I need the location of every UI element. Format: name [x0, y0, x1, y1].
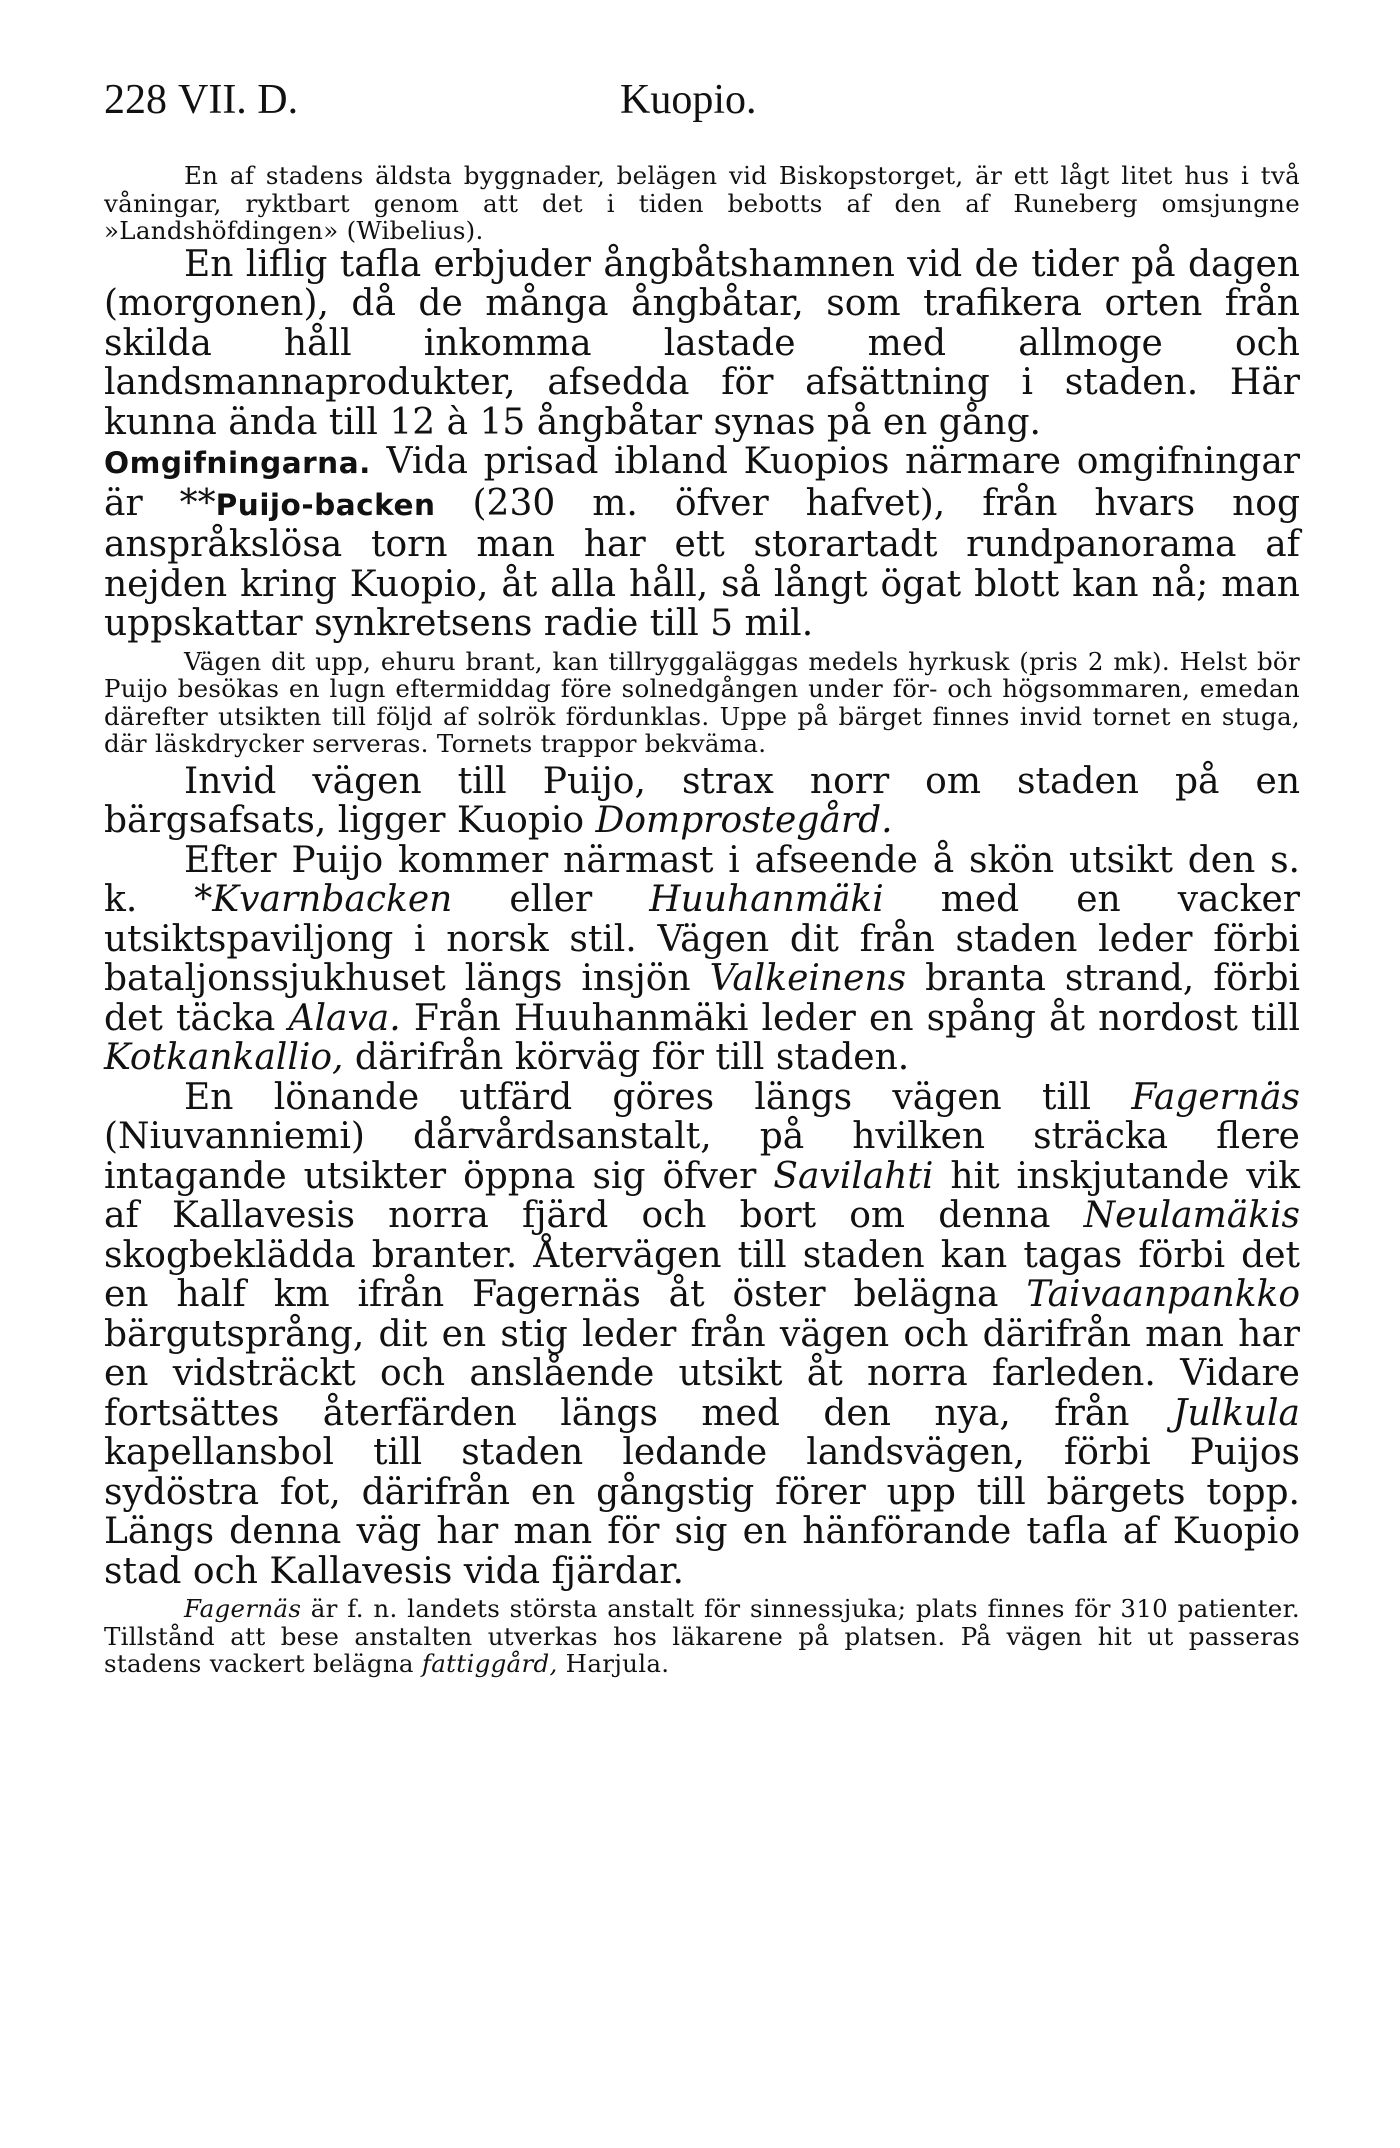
italic-run: Taivaanpankko: [1026, 1274, 1300, 1315]
running-title: Kuopio.: [620, 77, 757, 123]
paragraph-domprostegard: [104, 762, 1300, 841]
paragraph-kvarnbacken: [104, 841, 1300, 1078]
text-run: (Niuvanniemi) dårvårdsanstalt, på hvilken sträcka flere intagande utsikter öppna sig öfver: [104, 1116, 1300, 1197]
italic-run: fattiggård,: [421, 1649, 558, 1678]
paragraph-fagernas-note: [104, 1595, 1300, 1678]
text-run: är f. n. landets största anstalt för sinnessjuka; plats finnes för 310 patienter. Tillstånd att bese anstalten utverkas hos läkarene på platsen. På vägen hit ut passeras stadens vackert belägna: [104, 1594, 1300, 1678]
chapter-label: VII. D.: [178, 77, 299, 123]
text-run: Vida prisad ibland Kuopios närmare omgifningar är **: [104, 441, 1300, 524]
text-run: Efter Puijo kommer närmast i afseende å skön utsikt den s. k. *: [104, 839, 1300, 920]
text-run: (230 m. öfver hafvet), från hvars nog anspråkslösa torn man har ett storartadt rundpanorama af nejden kring Kuopio, åt alla håll, så långt ögat blott kan nå; man uppskattar synkretsens radie till 5 mil.: [104, 482, 1300, 644]
text-run: En lönande utfärd göres längs vägen till: [184, 1076, 1132, 1118]
italic-run: Kvarnbacken: [212, 879, 453, 920]
text-run: därifrån körväg för till staden.: [343, 1037, 910, 1078]
text-run: Harjula.: [557, 1649, 670, 1678]
italic-run: Alava.: [288, 997, 401, 1039]
italic-run: Valkeinens: [709, 958, 907, 999]
book-page: [104, 72, 1300, 1678]
italic-run: Domprostegård.: [595, 800, 893, 841]
text-run: med en vacker utsiktspaviljong i norsk stil. Vägen dit från staden leder förbi bataljonssjukhuset längs insjön: [104, 879, 1301, 999]
text-run: kapellansbol till staden ledande landsvägen, förbi Puijos sydöstra fot, därifrån en gångstig förer upp till bärgets topp. Längs denna väg har man för sig en hänförande tafla af Kuopio stad och Kallavesis vida fjärdar.: [104, 1432, 1300, 1592]
spacer: [104, 128, 1300, 162]
text-run: skogbeklädda branter. Återvägen till staden kan tagas förbi det en half km ifrån Fagernäs åt öster belägna: [104, 1234, 1300, 1315]
italic-run: Fagernäs: [184, 1594, 302, 1623]
text-run: branta strand, förbi det täcka: [104, 958, 1300, 1039]
italic-run: Fagernäs: [1131, 1076, 1300, 1118]
text-run: hit inskjutande vik af Kallavesis norra fjärd och bort om denna: [104, 1155, 1300, 1236]
italic-run: Neulamäkis: [1083, 1195, 1300, 1236]
paragraph-fagernas-excursion: [104, 1078, 1300, 1592]
paragraph-bishop-square-house: En af stadens äldsta byggnader, belägen vid Biskopstorget, är ett lågt litet hus i två våningar, ryktbart genom att det i tiden bebotts af den af Runeberg omsjungne »Landshöfdingen» (Wibelius).: [104, 161, 1300, 245]
paragraph-steamboat-harbour: En liflig tafla erbjuder ångbåtshamnen vid de tider på dagen (morgonen), då de många ångbåtar, som trafikera orten från skilda håll inkomma lastade med allmoge och landsmannaprodukter, afsedda för afsättning i staden. Här kunna ända till 12 à 15 ångbåtar synas på en gång.: [104, 243, 1300, 443]
text-run: bärgutsprång, dit en stig leder från vägen och därifrån man har en vidsträckt och anslående utsikt åt norra farleden. Vidare fortsättes återfärden längs med den nya, från: [104, 1313, 1300, 1434]
paragraph-puijo-note: Vägen dit upp, ehuru brant, kan tillryggaläggas medels hyrkusk (pris 2 mk). Helst bör Puijo besökas en lugn eftermiddag före solnedgången under för- och högsommaren, emedan därefter utsikten till följd af solrök fördunklas. Uppe på bärget finnes invid tornet en stuga, där läskdrycker serveras. Tornets trappor bekväma.: [104, 646, 1300, 758]
italic-run: Huuhanmäki: [649, 879, 884, 920]
running-head: [104, 72, 1300, 128]
italic-run: Kotkankallio,: [104, 1037, 344, 1078]
page-number: 228: [104, 77, 167, 123]
section-heading-surroundings: Omgifningarna.: [104, 446, 371, 480]
place-name-puijo: Puijo-backen: [215, 487, 436, 522]
italic-run: Savilahti: [773, 1155, 934, 1197]
paragraph-surroundings: [104, 442, 1300, 644]
text-run: Invid vägen till Puijo, strax norr om staden på en bärgsafsats, ligger Kuopio: [104, 760, 1300, 841]
text-run: Från Huuhanmäki leder en spång åt nordost till: [400, 997, 1300, 1039]
italic-run: Julkula: [1172, 1392, 1300, 1434]
text-run: eller: [452, 879, 650, 920]
